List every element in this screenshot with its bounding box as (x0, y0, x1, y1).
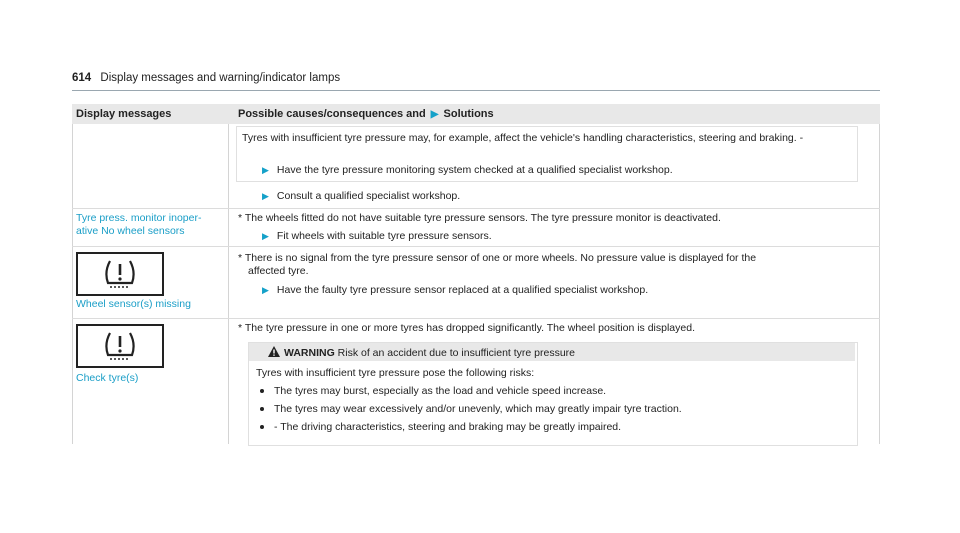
row-divider (72, 208, 880, 209)
note-step: ▶ Have the tyre pressure monitoring system checked at a qualified specialist workshop. (262, 164, 673, 176)
warning-intro: Tyres with insufficient tyre pressure pose the following risks: (256, 367, 535, 379)
arrow-icon: ▶ (430, 109, 439, 120)
page-number: 614 (72, 72, 92, 84)
tyre-pressure-warning-icon (102, 329, 138, 363)
bullet-icon (260, 389, 264, 393)
display-messages-table (72, 104, 880, 444)
message-no-wheel-sensors: Tyre press. monitor inoper- ative No wheel sensors (76, 212, 202, 237)
row0-step: ▶ Consult a qualified specialist workshop. (262, 190, 461, 202)
arrow-icon: ▶ (262, 165, 269, 175)
table-left-border (72, 124, 73, 444)
column-divider (228, 124, 229, 444)
note-text: Tyres with insufficient tyre pressure may, for example, affect the vehicle's handling characteristics, steering and braking. - (242, 132, 804, 144)
message-wheel-sensors-missing: Wheel sensor(s) missing (76, 298, 191, 310)
warning-triangle-icon (268, 346, 280, 357)
table-header (72, 104, 880, 124)
row2-cause: * There is no signal from the tyre pressure sensor of one or more wheels. No pressure value is displayed for the affected tyre. (238, 252, 757, 277)
row-divider (72, 318, 880, 319)
warning-title-line: WARNING Risk of an accident due to insufficient tyre pressure (268, 346, 848, 360)
warning-bullet: - The driving characteristics, steering and braking may be greatly impaired. (260, 421, 850, 434)
bullet-icon (260, 407, 264, 411)
table-right-border (879, 124, 880, 444)
row-divider (72, 246, 880, 247)
tpms-icon-box (76, 324, 164, 368)
row1-step: ▶ Fit wheels with suitable tyre pressure sensors. (262, 230, 492, 242)
row1-cause: * The wheels fitted do not have suitable tyre pressure sensors. The tyre pressure monitor is deactivated. (238, 212, 721, 224)
row2-step: ▶ Have the faulty tyre pressure sensor replaced at a qualified specialist workshop. (262, 284, 649, 296)
col-header-causes-solutions: Possible causes/consequences and ▶ Solutions (238, 108, 494, 120)
arrow-icon: ▶ (262, 231, 269, 241)
tpms-icon-box (76, 252, 164, 296)
page-title: Display messages and warning/indicator lamps (100, 72, 341, 84)
arrow-icon: ▶ (262, 285, 269, 295)
warning-bullet: The tyres may burst, especially as the load and vehicle speed increase. (260, 385, 850, 398)
warning-bullet: The tyres may wear excessively and/or unevenly, which may greatly impair tyre traction. (260, 403, 850, 416)
row3-cause: * The tyre pressure in one or more tyres has dropped significantly. The wheel position is displayed. (238, 322, 695, 334)
page-header (72, 72, 880, 91)
bullet-icon (260, 425, 264, 429)
col-header-display-messages: Display messages (76, 108, 172, 120)
tyre-pressure-warning-icon (102, 257, 138, 291)
message-check-tyres: Check tyre(s) (76, 372, 139, 384)
arrow-icon: ▶ (262, 191, 269, 201)
